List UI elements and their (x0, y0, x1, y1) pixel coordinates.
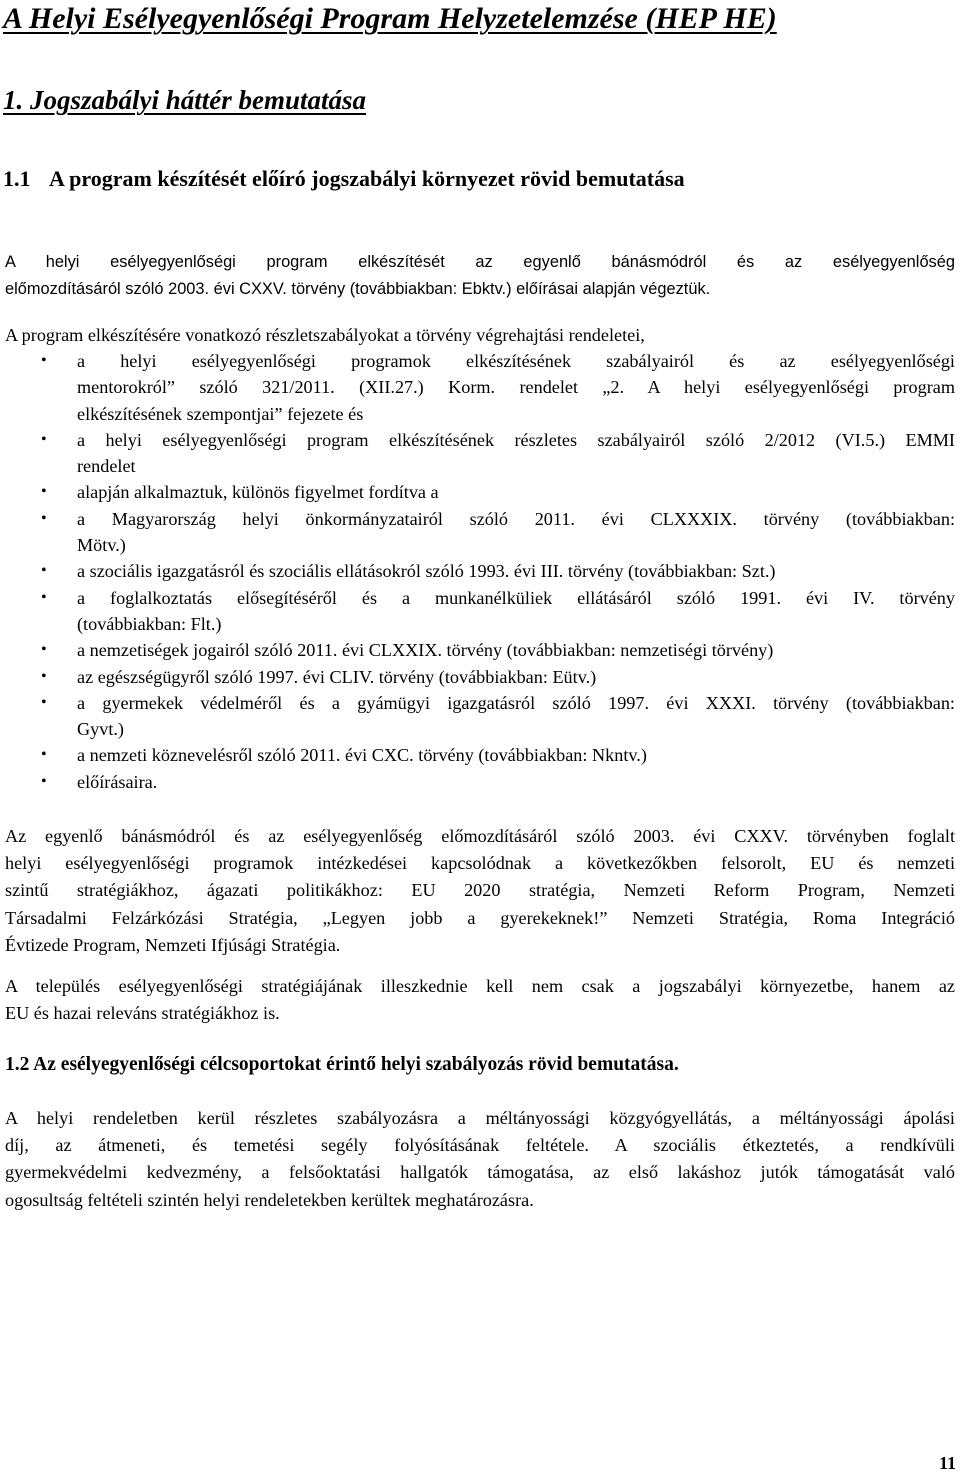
section-1-heading: 1. Jogszabályi háttér bemutatása (3, 85, 367, 115)
section-1-1-title: A program készítését előíró jogszabályi környezet rövid bemutatása (49, 166, 685, 191)
bullet-icon: • (41, 509, 47, 527)
text-line: helyi esélyegyenlőségi programok intézkedései kapcsolódnak a következőkben felsorolt, EU és nemzeti (5, 853, 955, 874)
list-item (0, 479, 955, 505)
eu-strategies-paragraph (5, 823, 955, 959)
text-line: előmozdításáról szóló 2003. évi CXXV. törvény (továbbiakban: Ebktv.) előírásai alapján végeztük. (5, 279, 711, 298)
text-line: A helyi esélyegyenlőségi program elkészítését az egyenlő bánásmódról és az esélyegyenlőség (5, 253, 955, 271)
document-title: A Helyi Esélyegyenlőségi Program Helyzetelemzése (HEP HE) (3, 2, 777, 35)
text-line: a helyi esélyegyenlőségi program elkészítésének részletes szabályairól szóló 2/2012 (VI.5.) EMMI (77, 429, 955, 450)
list-item (0, 558, 955, 584)
text-line: A helyi rendeletben kerül részletes szabályozásra a méltányossági közgyógyellátás, a méltányossági ápolási (5, 1108, 955, 1128)
text-line: a szociális igazgatásról és szociális ellátásokról szóló 1993. évi III. törvény (továbbiakban: Szt.) (77, 561, 776, 582)
text-line: rendelet (77, 456, 136, 477)
bullet-icon: • (41, 772, 47, 790)
text-line: ogosultság feltételi szintén helyi rendeletekben kerültek meghatározásra. (5, 1189, 534, 1210)
list-item (0, 506, 955, 559)
bullet-icon: • (41, 667, 47, 685)
list-item (0, 742, 955, 768)
text-line: a nemzetiségek jogairól szóló 2011. évi CLXXIX. törvény (továbbiakban: nemzetiségi törvény) (77, 640, 774, 661)
bullet-icon: • (41, 746, 47, 764)
text-line: előírásaira. (77, 771, 158, 792)
text-line: Az egyenlő bánásmódról és az esélyegyenlőség előmozdításáról szóló 2003. évi CXXV. törvényben foglalt (5, 826, 955, 846)
text-line: Mötv.) (77, 535, 126, 556)
text-line: Évtizede Program, Nemzeti Ifjúsági Stratégia. (5, 934, 341, 955)
regulation-list (0, 348, 955, 795)
text-line: a gyermekek védelméről és a gyámügyi igazgatásról szóló 1997. évi XXXI. törvény (továbbiakban: (77, 692, 955, 713)
local-regulation-paragraph (5, 1105, 955, 1214)
bullet-icon: • (41, 483, 47, 501)
list-item (0, 769, 955, 795)
text-line: a helyi esélyegyenlőségi programok elkészítésének szabályairól és az esélyegyenlőségi (77, 351, 955, 371)
bullet-icon: • (41, 562, 47, 580)
strategy-alignment-paragraph (5, 973, 955, 1027)
bullet-icon: • (41, 641, 47, 659)
text-line: mentorokról” szóló 321/2011. (XII.27.) Korm. rendelet „2. A helyi esélyegyenlőségi program (77, 377, 955, 398)
section-1-1-number: 1.1 (3, 166, 31, 191)
bullet-icon: • (41, 588, 47, 606)
list-item (0, 690, 955, 743)
text-line: gyermekvédelmi kedvezmény, a felsőoktatási hallgatók támogatása, az első lakáshoz jutók támogatását való (5, 1162, 955, 1183)
section-1-2-heading: 1.2 Az esélyegyenlőségi célcsoportokat érintő helyi szabályozás rövid bemutatása. (5, 1054, 679, 1075)
bullet-icon: • (41, 693, 47, 711)
text-line: EU és hazai releváns stratégiákhoz is. (5, 1003, 280, 1023)
section-1-1-heading (3, 165, 685, 193)
list-item (0, 637, 955, 663)
text-line: a nemzeti köznevelésről szóló 2011. évi CXC. törvény (továbbiakban: Nkntv.) (77, 745, 647, 766)
bullet-icon: • (41, 352, 47, 369)
text-line: a Magyarország helyi önkormányzatairól szóló 2011. évi CLXXXIX. törvény (továbbiakban: (77, 508, 955, 529)
text-line: a foglalkoztatás elősegítéséről és a munkanélküliek ellátásáról szóló 1991. évi IV. törvény (77, 587, 955, 608)
intro-paragraph (5, 249, 955, 302)
implementing-regulations-intro: A program elkészítésére vonatkozó részletszabályokat a törvény végrehajtási rendeletei, (5, 325, 645, 345)
text-line: Társadalmi Felzárkózási Stratégia, „Legyen jobb a gyerekeknek!” Nemzeti Stratégia, Roma Integráció (5, 907, 955, 928)
text-line: szintű stratégiákhoz, ágazati politikákhoz: EU 2020 stratégia, Nemzeti Reform Program, Nemzeti (5, 880, 955, 901)
text-line: az egészségügyről szóló 1997. évi CLIV. törvény (továbbiakban: Eütv.) (77, 666, 597, 687)
text-line: A település esélyegyenlőségi stratégiájának illeszkednie kell nem csak a jogszabályi környezetbe, hanem az (5, 976, 955, 996)
text-line: elkészítésének szempontjai” fejezete és (77, 403, 364, 424)
list-item (0, 348, 955, 427)
text-line: Gyvt.) (77, 719, 124, 740)
text-line: alapján alkalmaztuk, különös figyelmet fordítva a (77, 482, 439, 503)
list-item (0, 585, 955, 638)
page-number: 11 (938, 1453, 956, 1473)
text-line: (továbbiakban: Flt.) (77, 613, 222, 634)
text-line: díj, az átmeneti, és temetési segély folyósításának feltétele. A szociális étkeztetés, a rendkívüli (5, 1135, 955, 1156)
bullet-icon: • (41, 430, 47, 448)
list-item (0, 664, 955, 690)
list-item (0, 427, 955, 480)
